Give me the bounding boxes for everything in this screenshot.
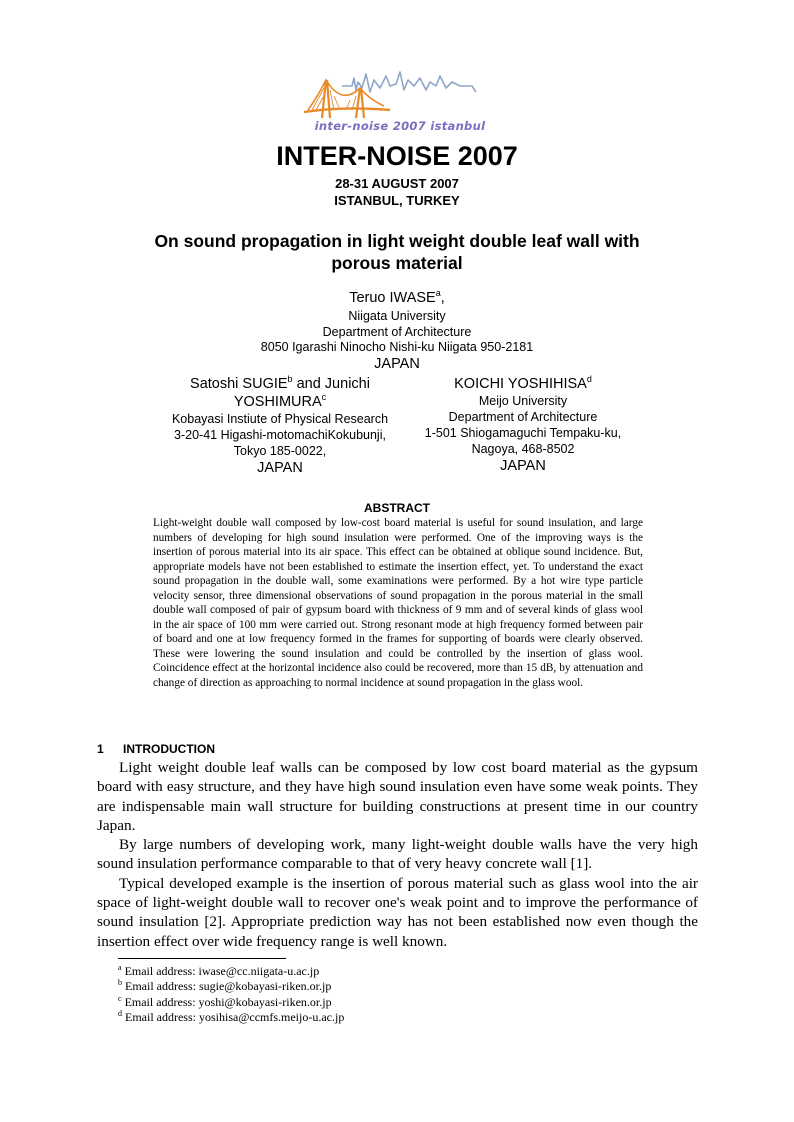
section-heading: [97, 742, 215, 756]
footnote-mark: d: [118, 1008, 122, 1018]
footnote-mark: a: [118, 963, 122, 972]
author-2-block: [150, 375, 410, 477]
author-1-address: 8050 Igarashi Ninocho Nishi-ku Niigata 950-2181: [260, 340, 534, 354]
author-1-footnote-mark: a: [435, 288, 441, 299]
author-2-institute: Kobayasi Instiute of Physical Research: [171, 412, 389, 426]
author-2-address-2: Tokyo 185-0022,: [233, 444, 327, 458]
section-title: INTRODUCTION: [123, 742, 215, 756]
author-2-name-line-1: [150, 375, 410, 393]
section-body: [97, 758, 698, 951]
author-3-block: [408, 375, 638, 475]
author-1-name: [0, 290, 794, 306]
footnote-text: Email address: sugie@kobayasi-riken.or.jp: [122, 979, 332, 994]
author-3-footnote-mark: d: [586, 374, 592, 385]
conference-logo: [300, 66, 490, 138]
author-1-name-suffix: ,: [440, 290, 445, 306]
author-1-name-text: Teruo IWASE: [349, 290, 436, 306]
footnote-a: [118, 964, 344, 979]
author-2-footnote-mark-2: c: [321, 392, 327, 403]
conference-title: INTER-NOISE 2007: [276, 141, 518, 171]
author-3-address-2: Nagoya, 468-8502: [471, 442, 575, 456]
author-3-name-text: KOICHI YOSHIHISA: [454, 376, 587, 392]
abstract-heading: ABSTRACT: [364, 501, 430, 515]
author-1-university: Niigata University: [348, 309, 446, 323]
author-3-country: JAPAN: [500, 458, 546, 474]
logo-text: inter-noise 2007 istanbul: [314, 119, 486, 133]
paper-title: [0, 230, 794, 274]
footnote-b: [118, 979, 344, 994]
footnote-text: Email address: iwase@cc.niigata-u.ac.jp: [121, 964, 320, 978]
footnote-text: Email address: yoshi@kobayasi-riken.or.jp: [121, 994, 332, 1009]
conference-date: 28-31 AUGUST 2007: [335, 176, 459, 191]
paper-title-line-2: porous material: [331, 253, 463, 273]
author-2-country: JAPAN: [257, 460, 303, 476]
abstract-text: Light-weight double wall composed by low-cost board material is useful for sound insulation, and large numbers of developing for high sound insulation were performed. One of the improving ways is the insertion of porous material into its air space. This effect can be obtained at oblique sound incidence. But, appropriate models have not been established to estimate the insertion effect, yet. To understand the exact sound propagation in the double wall, some examinations were performed. By a hot wire type particle velocity sensor, three dimensional observations of sound propagation in the porous material in the small double wall composed of pair of gypsum board with thickness of 9 mm and of several kinds of glass wool in the air space of 100 mm were carried out. Strong resonant mode at high frequency formed between pair of board and one at low frequency formed in the frames for supporting of boards were clearly observed. These were lowering the sound insulation and could be controlled by the insertion of glass wool. Coincidence effect at the horizontal incidence also could be recovered, more than 15 dB, by attenuation and change of direction as approaching to normal incidence at sound propagation in the glass wool.: [153, 517, 643, 690]
footnote-mark: c: [118, 993, 122, 1003]
footnote-mark: b: [118, 978, 122, 988]
author-2-footnote-mark-1: b: [287, 374, 293, 385]
author-3-university: Meijo University: [478, 394, 568, 408]
author-1-department: Department of Architecture: [322, 324, 472, 339]
author-2-name-a: Satoshi SUGIE: [190, 376, 288, 392]
footnotes: [118, 964, 344, 1025]
footnote-d: [118, 1010, 344, 1025]
footnote-divider: [118, 958, 286, 959]
body-paragraph-3: Typical developed example is the insertion of porous material such as glass wool into the air space of light-weight double wall to recover one's weak point and to improve the performance of sound insulation [2]. Appropriate prediction way has not been established now even though the insertion effect over wide frequency range is well known.: [97, 874, 698, 950]
conference-place: ISTANBUL, TURKEY: [334, 193, 460, 208]
author-2-address-1: 3-20-41 Higashi-motomachiKokubunji,: [174, 428, 386, 442]
author-1-country: JAPAN: [374, 356, 420, 372]
author-3-department: Department of Architecture: [448, 410, 598, 424]
author-2-name-line-2: [150, 393, 410, 411]
author-2-name-b: and Junichi: [292, 376, 370, 392]
section-number: 1: [97, 742, 104, 756]
footnote-c: [118, 995, 344, 1010]
bridge-logo-icon: [300, 66, 490, 122]
author-2-name-c: YOSHIMURA: [233, 394, 322, 410]
author-3-address-1: 1-501 Shiogamaguchi Tempaku-ku,: [424, 426, 622, 440]
author-3-name: [408, 375, 638, 393]
footnote-text: Email address: yosihisa@ccmfs.meijo-u.ac.jp: [122, 1009, 345, 1024]
paper-title-line-1: On sound propagation in light weight double leaf wall with: [154, 231, 640, 251]
body-paragraph-1: Light weight double leaf walls can be composed by low cost board material as the gypsum board with easy structure, and they have high sound insulation even have some weak points. They are indispensable main wall structure for building constructions at present time in our country Japan.: [97, 759, 698, 834]
author-1-affiliation: [0, 309, 794, 356]
body-paragraph-2: By large numbers of developing work, many light-weight double walls have the very high sound insulation performance comparable to that of very heavy concrete wall [1].: [97, 836, 698, 873]
